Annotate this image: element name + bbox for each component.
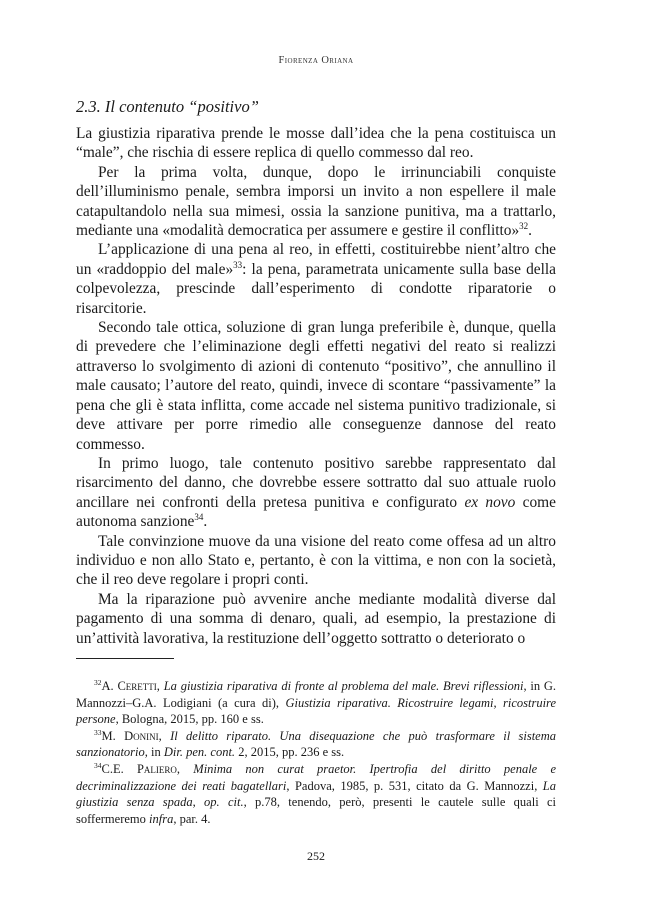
footnote-divider [76,658,174,659]
body-text [76,124,556,648]
book-page [76,0,556,918]
paragraph: L’applicazione di una pena al reo, in effetti, costituirebbe nient’altro che un «raddoppio del male»$^{33}$: la pena, parametrata unicamente sulla base della colpevolezza, prescinde dall’esperimento di condotte riparatorie o risarcitorie. [76,241,556,317]
paragraph: Ma la riparazione può avvenire anche mediante modalità diverse dal pagamento di una somma di denaro, quali, ad esempio, la prestazione di un’attività lavorativa, la restituzione dell’oggetto sottratto o deteriorato o [76,590,556,647]
footnote-ref[interactable]: 34 [194,512,204,522]
section-title: 2.3. Il contenuto “positivo” [76,97,259,116]
footnotes [76,678,556,827]
footnote-ref[interactable]: 32 [519,220,529,231]
paragraph: In primo luogo, tale contenuto positivo sarebbe rappresentato dal risarcimento del danno, che dovrebbe essere sottratto dal suo attuale ruolo ancillare nei confronti della pretesa punitiva e configurato ex novo come autonoma sanzione$^{34}$. [76,454,556,531]
footnote-34: $^{34}$C.E. Paliero, Minima non curat praetor. Ipertrofia del diritto penale e decriminalizzazione dei reati bagatellari, Padova, 1985, p. 531, citato da G. Mannozzi, La giustizia senza spada, op. cit., p.78, tenendo, però, presenti le cautele sulle quali ci soffermeremo infra, par. 4. [76,760,557,826]
paragraph: Tale convinzione muove da una visione del reato come offesa ad un altro individuo e non allo Stato e, pertanto, è con la vittima, e non con la società, che il reo deve regolare i propri conti. [76,532,556,589]
page-number: 252 [307,849,325,863]
footnote-32: $^{32}$A. Ceretti, La giustizia riparativa di fronte al problema del male. Brevi riflessioni, in G. Mannozzi–G.A. Lodigiani (a cura di), Giustizia riparativa. Ricostruire legami, ricostruire persone, Bologna, 2015, pp. 160 e ss. [76,677,557,727]
paragraph: Per la prima volta, dunque, dopo le irrinunciabili conquiste dell’illuminismo penale, sembra imporsi un invito a non espellere il male catapultandolo nella sua mimesi, ossia la sanzione punitiva, ma a trattarlo, mediante una «modalità democratica per assumere e gestire il conflitto»$^{32}$. [76,163,556,240]
footnote-33: $^{33}$M. Donini, Il delitto riparato. Una disequazione che può trasformare il sistema sanzionatorio, in Dir. pen. cont. 2, 2015, pp. 236 e ss. [76,727,557,760]
paragraph: La giustizia riparativa prende le mosse dall’idea che la pena costituisca un “male”, che rischia di essere replica di quello commesso dal reo. [76,125,556,162]
footnote-number: 34 [94,760,102,770]
running-head: Fiorenza Oriana [278,55,354,66]
footnote-ref[interactable]: 33 [233,259,243,270]
footnote-number: 32 [94,677,102,687]
paragraph: Secondo tale ottica, soluzione di gran lunga preferibile è, dunque, quella di prevedere che l’eliminazione degli effetti negativi del reato si realizzi attraverso lo svolgimento di azioni di contenuto “positivo”, che annullino il male causato; l’autore del reato, quindi, invece di scontare “passivamente” la pena che gli è stata inflitta, come accade nel sistema punitivo tradizionale, si deve attivare per porre rimedio alle conseguenze dannose del reato commesso. [76,319,556,453]
footnote-number: 33 [94,727,102,737]
